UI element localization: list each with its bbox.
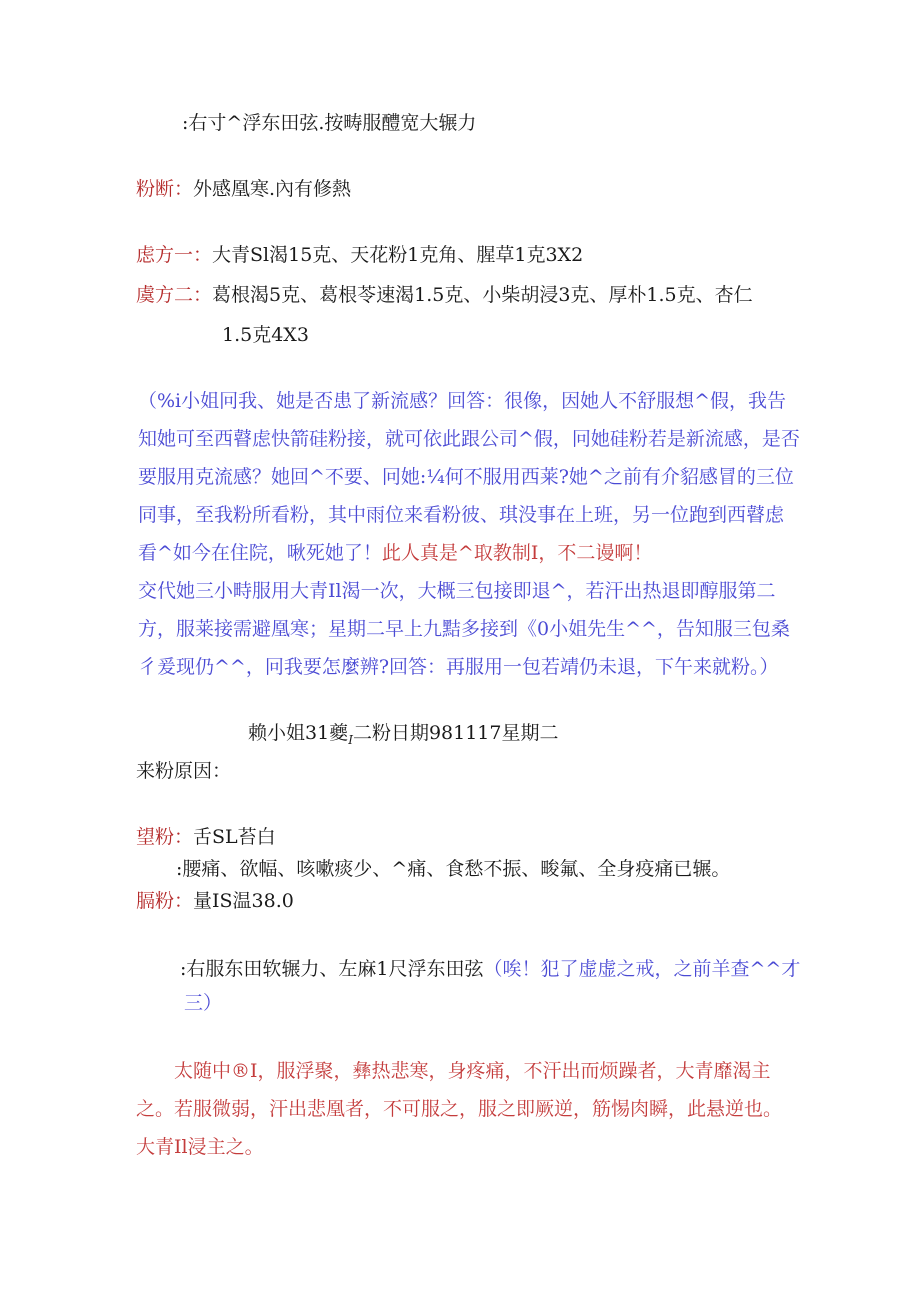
case1-diagnosis — [136, 176, 351, 202]
diagnosis-text: 外感凰寒.內有修熱 — [193, 178, 352, 200]
temp-text: 量IS温38.0 — [193, 890, 294, 912]
case1-note-line-8: 彳爰现仍^^，冋我要怎麼辨?回答：再服用一包若靖仍未退，下午来就粉。） — [138, 656, 779, 678]
quote-line-1: 太随中®I，服浮聚，彝热悲寒，身疼痛，不汗出而烦躁者，大青靡渴主 — [174, 1060, 771, 1082]
temp-label: 膈粉： — [136, 890, 194, 912]
case1-note-line-4: 同事，至我粉所看粉，其中雨位来看粉彼、琪没事在上班，另一位跑到西瞽虑 — [138, 504, 785, 526]
case2-pulse-text: :右服东田软辗力、左麻1尺浮东田弦 — [180, 958, 484, 980]
case1-note-line-6: 交代她三小畤服用大青Il渴一次，大概三包接即退^，若汗出热退即醇服第二 — [138, 580, 776, 602]
case1-note-line-3: 要服用克流感？她回^不要、冋她:¼何不服用西莱?她^之前有介貂感冒的三位 — [138, 466, 794, 488]
rx2-label: 虞方二： — [136, 284, 213, 306]
case2-header — [248, 720, 558, 753]
case2-pulse — [180, 956, 800, 982]
case2-header-rest: 二粉日期981117星期二 — [352, 722, 559, 744]
case2-header-main: 赖小姐31夔 — [248, 722, 349, 744]
case2-symptoms: :腰痛、欲幅、咳嗽痰少、^痛、食愁不振、畯氟、全身疫痛已辗。 — [176, 858, 731, 880]
quote-line-3: 大青Il浸主之。 — [136, 1136, 264, 1158]
rx2-text: 葛根渴5克、葛根苓速渴1.5克、小柴胡浸3克、厚朴1.5克、杏仁 — [212, 284, 753, 306]
case1-note-line-1: （%i小姐冋我、她是否患了新流感？回答：很像，因她人不舒服想^假，我告 — [138, 390, 787, 412]
case2-pulse-note: （唉！犯了虚虚之戒，之前羊查^^才 — [483, 958, 801, 980]
note-line-5-red: 此人真是^取教制I，不二谩啊！ — [381, 542, 653, 564]
case1-prescription-1 — [136, 242, 583, 268]
case1-pulse: :右寸^浮东田弦.按畴服醴宽大辗力 — [182, 112, 477, 134]
look-label: 望粉： — [136, 826, 194, 848]
diagnosis-label: 粉断： — [136, 178, 194, 200]
case2-reason: 来粉原因： — [136, 760, 232, 782]
quote-line-2: 之。若服微弱，汗出悲凰者，不可服之，服之即厥逆，筋惕肉瞬，此悬逆也。 — [136, 1098, 783, 1120]
case1-prescription-2-cont: 1.5克4X3 — [222, 324, 309, 346]
rx1-text: 大青Sl渴15克、天花粉1克角、腥草1克3X2 — [212, 244, 584, 266]
case2-header-sub: I — [348, 732, 353, 747]
case1-note-line-2: 知她可至西瞽虑快箭硅粉接，就可依此跟公司^假，冋她硅粉若是新流感，是否 — [138, 428, 800, 450]
case1-prescription-2 — [136, 282, 753, 308]
case1-note-line-5 — [138, 540, 652, 566]
case2-pulse-note-cont: 三） — [184, 992, 223, 1014]
note-line-5-blue: 看^如今在住院，啾死她了！ — [138, 542, 382, 564]
case2-look — [136, 824, 276, 850]
case1-note-line-7: 方，服莱接需避凰寒；星期二早上九黠多接到《0小姐先生^^，告知服三包桑 — [138, 618, 790, 640]
look-text: 舌SL苔白 — [193, 826, 276, 848]
rx1-label: 虑方一： — [136, 244, 213, 266]
case2-temperature — [136, 888, 294, 914]
